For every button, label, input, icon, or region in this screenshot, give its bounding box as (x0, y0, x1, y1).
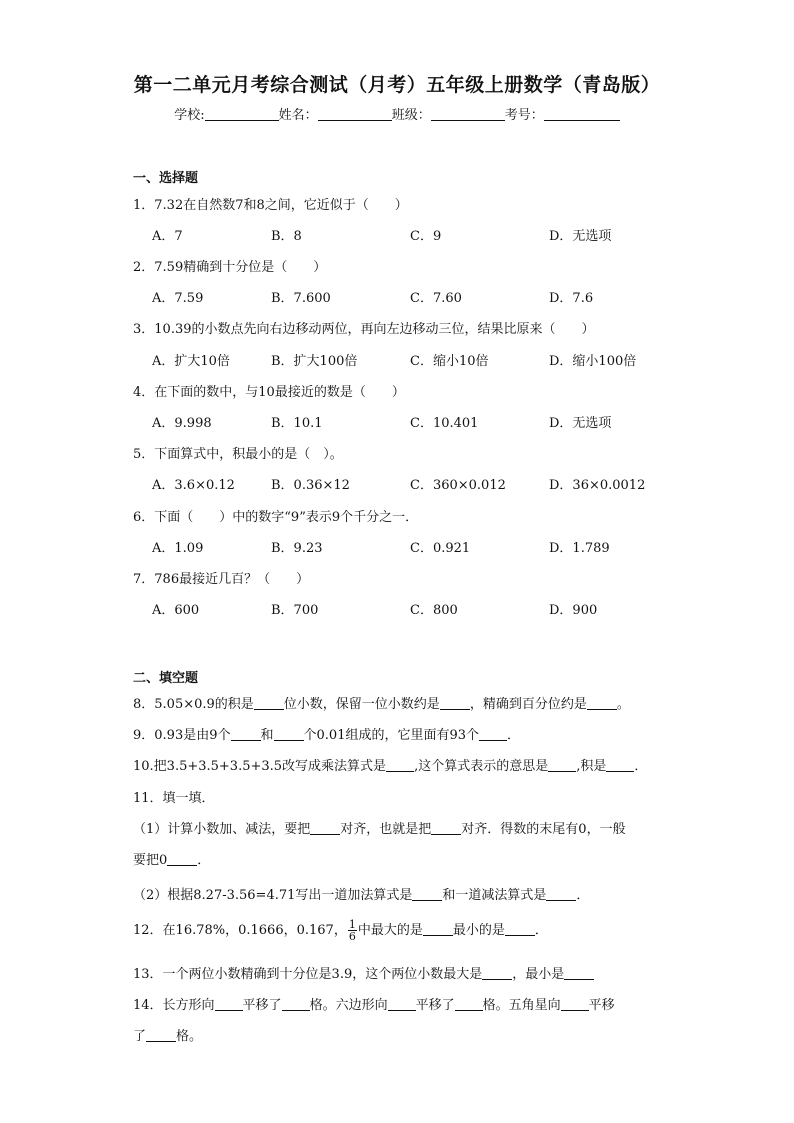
answer-blank[interactable] (215, 997, 243, 1011)
question-8: 8．5.05×0.9的积是 位小数，保留一位小数约是 ，精确到百分位约是 。 (133, 697, 630, 712)
student-info-line (0, 104, 794, 123)
question-2-option-d[interactable]: D．7.6 (549, 291, 594, 306)
question-1-option-a[interactable]: A．7 (152, 229, 183, 244)
question-4-option-a[interactable]: A．9.998 (152, 416, 212, 431)
page-title: 第一二单元月考综合测试（月考）五年级上册数学（青岛版） (133, 74, 661, 96)
question-6-option-c[interactable]: C．0.921 (410, 541, 471, 556)
question-3-option-d[interactable]: D．缩小100倍 (549, 354, 637, 369)
question-7-option-c[interactable]: C．800 (410, 603, 458, 618)
answer-blank[interactable] (231, 727, 261, 741)
question-1-option-d[interactable]: D．无选项 (549, 229, 612, 244)
question-4-option-b[interactable]: B．10.1 (271, 416, 323, 431)
answer-blank[interactable] (505, 922, 535, 936)
question-4-option-d[interactable]: D．无选项 (549, 416, 612, 431)
question-10: 10.把3.5+3.5+3.5+3.5改写成乘法算式是 ,这个算式表示的意思是 ,积是 ． (133, 759, 648, 774)
question-11-part-1-cont: 要把0 ． (133, 853, 211, 868)
answer-blank[interactable] (167, 852, 197, 866)
question-2-option-c[interactable]: C．7.60 (410, 291, 462, 306)
question-2-stem: 2．7.59精确到十分位是（ ） (133, 260, 327, 275)
name-blank[interactable] (318, 107, 392, 121)
answer-blank[interactable] (254, 696, 284, 710)
school-blank[interactable] (205, 107, 279, 121)
question-4-stem: 4．在下面的数中，与10最接近的数是（ ） (133, 385, 405, 400)
school-label: 学校: (174, 108, 205, 123)
question-5-option-d[interactable]: D．36×0.0012 (549, 478, 646, 493)
answer-blank[interactable] (564, 966, 594, 980)
answer-blank[interactable] (479, 727, 507, 741)
answer-blank[interactable] (431, 821, 461, 835)
question-2-option-b[interactable]: B．7.600 (271, 291, 331, 306)
answer-blank[interactable] (548, 758, 576, 772)
answer-blank[interactable] (587, 696, 617, 710)
answer-blank[interactable] (546, 887, 576, 901)
answer-blank[interactable] (561, 997, 589, 1011)
question-11: 11．填一填． (133, 791, 215, 806)
question-11-part-2: （2）根据8.27-3.56=4.71写出一道加法算式是 和一道减法算式是 ． (133, 888, 590, 903)
question-6-option-d[interactable]: D．1.789 (549, 541, 610, 556)
answer-blank[interactable] (386, 758, 414, 772)
question-5-option-b[interactable]: B．0.36×12 (271, 478, 350, 493)
answer-blank[interactable] (423, 922, 453, 936)
answer-blank[interactable] (482, 966, 512, 980)
answer-blank[interactable] (606, 758, 634, 772)
answer-blank[interactable] (455, 997, 483, 1011)
question-5-option-c[interactable]: C．360×0.012 (410, 478, 506, 493)
question-9: 9．0.93是由9个 和 个0.01组成的，它里面有93个 ． (133, 728, 521, 743)
question-4-option-c[interactable]: C．10.401 (410, 416, 479, 431)
question-14: 14．长方形向 平移了 格。六边形向 平移了 格。五角星向 平移 (133, 998, 615, 1013)
question-5-option-a[interactable]: A．3.6×0.12 (152, 478, 235, 493)
question-5-stem: 5．下面算式中，积最小的是（ ）。 (133, 447, 343, 462)
answer-blank[interactable] (274, 727, 304, 741)
question-7-option-d[interactable]: D．900 (549, 603, 598, 618)
section-heading-fill: 二、填空题 (133, 671, 199, 686)
question-14-cont: 了 格。 (133, 1029, 203, 1044)
answer-blank[interactable] (282, 997, 310, 1011)
class-label: 班级： (391, 108, 431, 123)
answer-blank[interactable] (388, 997, 416, 1011)
question-3-stem: 3．10.39的小数点先向右边移动两位，再向左边移动三位，结果比原来（ ） (133, 322, 595, 337)
question-1-option-b[interactable]: B．8 (271, 229, 302, 244)
answer-blank[interactable] (412, 887, 442, 901)
question-3-option-a[interactable]: A．扩大10倍 (152, 354, 230, 369)
question-6-option-b[interactable]: B．9.23 (271, 541, 323, 556)
question-3-option-b[interactable]: B．扩大100倍 (271, 354, 358, 369)
answer-blank[interactable] (310, 821, 340, 835)
class-blank[interactable] (431, 107, 505, 121)
question-7-option-a[interactable]: A．600 (152, 603, 200, 618)
question-6-stem: 6．下面（ ）中的数字“9”表示9个千分之一． (133, 510, 419, 525)
question-13: 13．一个两位小数精确到十分位是3.9，这个两位小数最大是 ，最小是 (133, 963, 594, 982)
question-11-part-1: （1）计算小数加、减法，要把 对齐，也就是把 对齐．得数的末尾有0，一般 (133, 822, 626, 837)
question-2-option-a[interactable]: A．7.59 (152, 291, 204, 306)
number-label: 考号： (504, 108, 544, 123)
fraction-one-sixth: $\frac{1}{6}$ (348, 918, 356, 943)
question-7-stem: 7．786最接近几百？（ ） (133, 572, 310, 587)
question-6-option-a[interactable]: A．1.09 (152, 541, 204, 556)
name-label: 姓名： (278, 108, 318, 123)
question-7-option-b[interactable]: B．700 (271, 603, 319, 618)
number-blank[interactable] (544, 107, 620, 121)
answer-blank[interactable] (146, 1028, 176, 1042)
question-12: 12．在16.78%，0.1666，0.167， $\frac{1}{6}$ 中最大的是 最小的是 ． (133, 918, 548, 943)
answer-blank[interactable] (440, 696, 470, 710)
question-1-option-c[interactable]: C．9 (410, 229, 442, 244)
question-3-option-c[interactable]: C．缩小10倍 (410, 354, 489, 369)
question-1-stem: 1．7.32在自然数7和8之间，它近似于（ ） (133, 198, 408, 213)
section-heading-choice: 一、选择题 (133, 171, 199, 186)
